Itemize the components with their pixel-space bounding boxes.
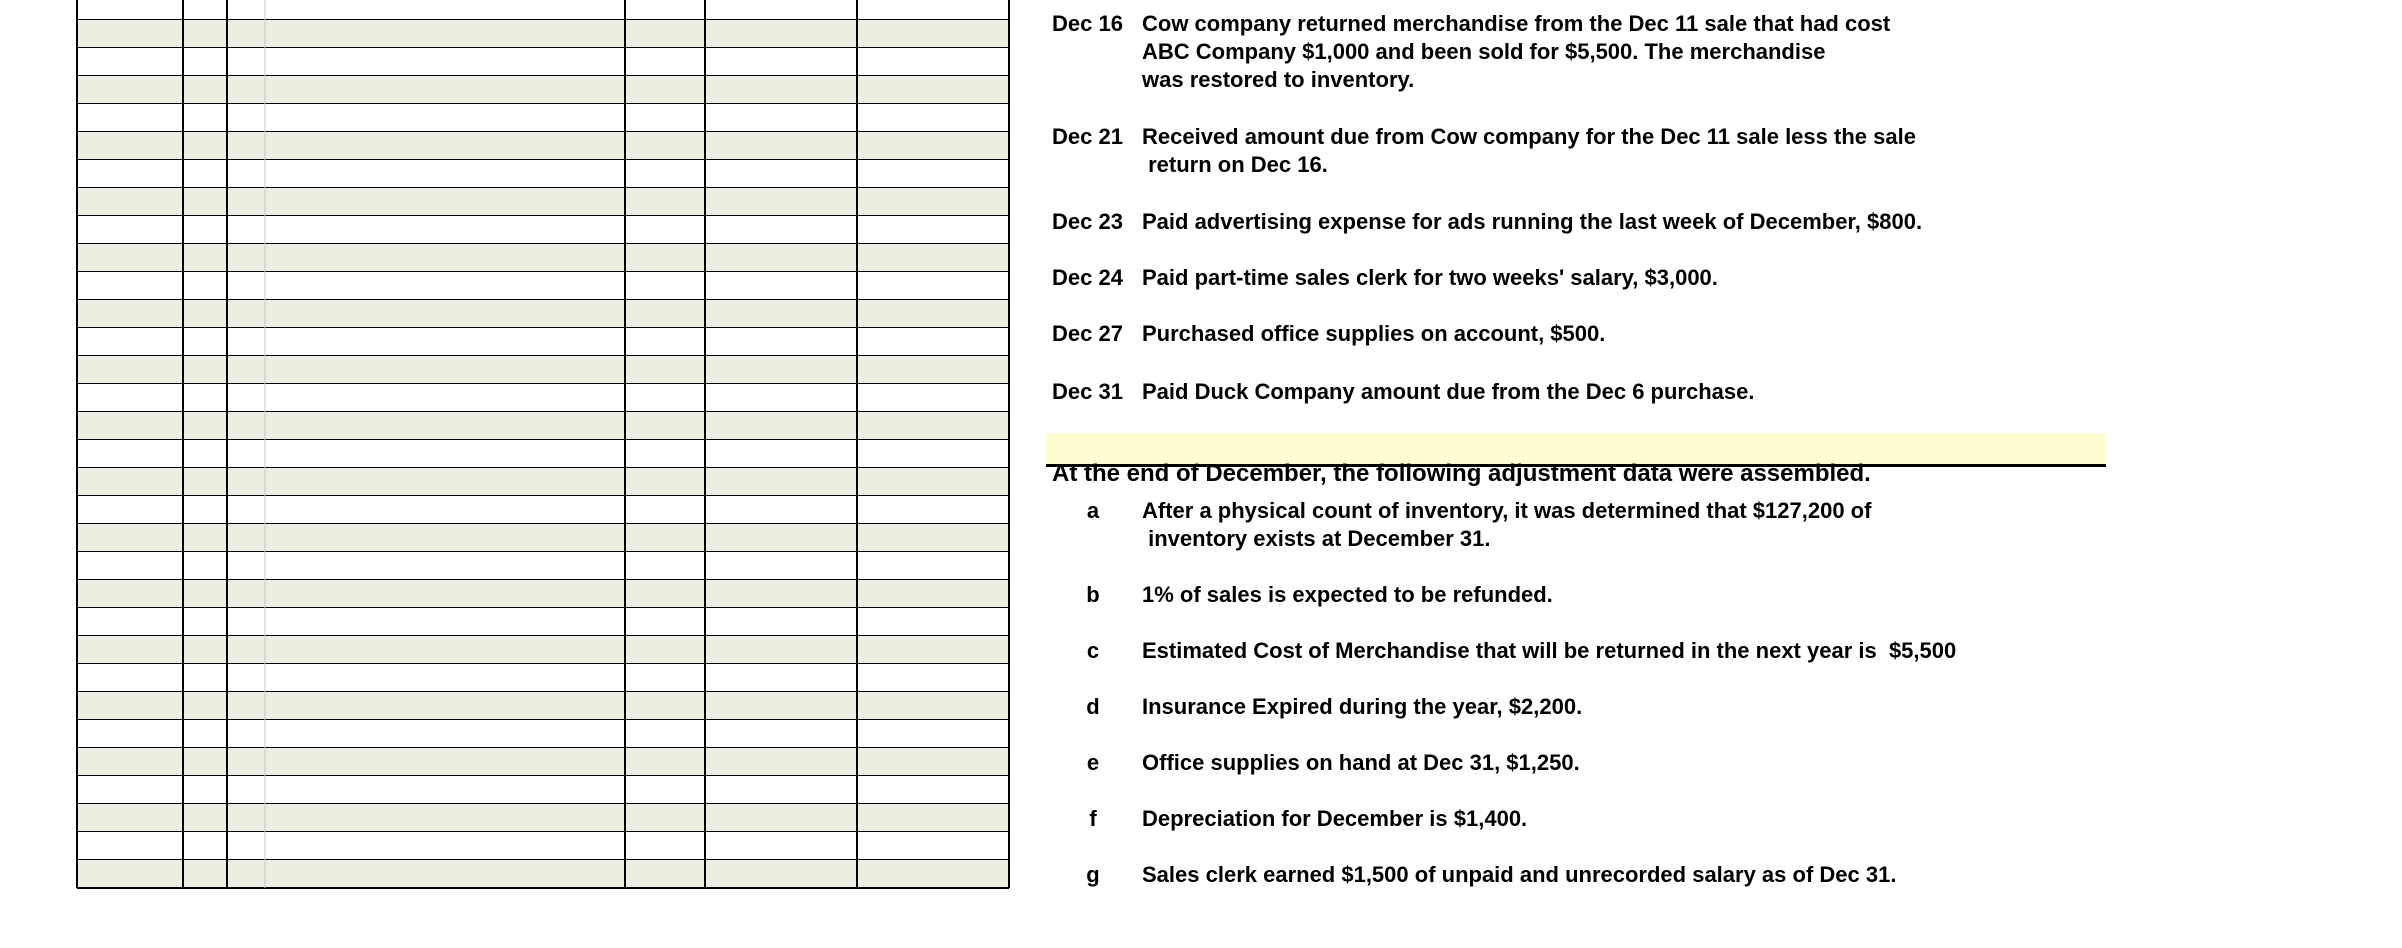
- ledger-cell: [77, 132, 183, 160]
- ledger-cell: [857, 552, 1009, 580]
- ledger-cell: [705, 608, 857, 636]
- ledger-cell: [625, 0, 705, 20]
- ledger-cell: [227, 608, 625, 636]
- ledger-cell: [183, 692, 227, 720]
- ledger-cell: [183, 76, 227, 104]
- ledger-cell: [705, 188, 857, 216]
- ledger-cell: [227, 300, 625, 328]
- ledger-cell: [705, 524, 857, 552]
- ledger-cell: [857, 216, 1009, 244]
- ledger-cell: [857, 104, 1009, 132]
- ledger-cell: [857, 524, 1009, 552]
- ledger-cell: [857, 132, 1009, 160]
- transaction-text-line: return on Dec 16.: [1142, 152, 1328, 177]
- ledger-cell: [705, 48, 857, 76]
- ledger-cell: [857, 328, 1009, 356]
- ledger-cell: [77, 412, 183, 440]
- ledger-cell: [183, 0, 227, 20]
- ledger-cell: [705, 720, 857, 748]
- adjustment-letter: c: [1086, 638, 1100, 663]
- ledger-cell: [77, 356, 183, 384]
- ledger-cell: [183, 804, 227, 832]
- ledger-cell: [77, 692, 183, 720]
- ledger-cell: [227, 692, 625, 720]
- ledger-cell: [625, 580, 705, 608]
- ledger-cell: [857, 580, 1009, 608]
- ledger-cell: [857, 20, 1009, 48]
- ledger-cell: [183, 160, 227, 188]
- ledger-cell: [77, 48, 183, 76]
- ledger-cell: [857, 160, 1009, 188]
- transaction-date: Dec 31: [1052, 379, 1123, 404]
- ledger-cell: [227, 468, 625, 496]
- ledger-cell: [227, 160, 625, 188]
- ledger-cell: [183, 440, 227, 468]
- ledger-cell: [183, 132, 227, 160]
- ledger-cell: [227, 188, 625, 216]
- ledger-cell: [183, 328, 227, 356]
- ledger-cell: [77, 832, 183, 860]
- ledger-cell: [227, 776, 625, 804]
- ledger-cell: [227, 804, 625, 832]
- ledger-cell: [705, 104, 857, 132]
- ledger-cell: [183, 580, 227, 608]
- ledger-cell: [183, 356, 227, 384]
- ledger-cell: [227, 748, 625, 776]
- ledger-cell: [227, 384, 625, 412]
- ledger-cell: [183, 272, 227, 300]
- ledger-cell: [625, 244, 705, 272]
- ledger-cell: [705, 412, 857, 440]
- ledger-cell: [857, 860, 1009, 888]
- ledger-cell: [227, 832, 625, 860]
- ledger-cell: [183, 860, 227, 888]
- ledger-cell: [625, 328, 705, 356]
- ledger-cell: [705, 832, 857, 860]
- ledger-cell: [857, 244, 1009, 272]
- ledger-cell: [77, 440, 183, 468]
- ledger-cell: [227, 132, 625, 160]
- ledger-cell: [705, 76, 857, 104]
- ledger-cell: [625, 552, 705, 580]
- ledger-cell: [183, 384, 227, 412]
- ledger-cell: [77, 384, 183, 412]
- ledger-cell: [857, 384, 1009, 412]
- ledger-cell: [77, 76, 183, 104]
- ledger-cell: [183, 496, 227, 524]
- ledger-cell: [705, 328, 857, 356]
- ledger-cell: [77, 804, 183, 832]
- ledger-cell: [183, 104, 227, 132]
- transaction-date: Dec 23: [1052, 209, 1123, 234]
- ledger-cell: [77, 524, 183, 552]
- ledger-cell: [625, 776, 705, 804]
- ledger-cell: [705, 272, 857, 300]
- ledger-cell: [705, 160, 857, 188]
- adjustment-letter: a: [1086, 498, 1100, 523]
- adjustment-text-line: 1% of sales is expected to be refunded.: [1142, 582, 1553, 607]
- ledger-cell: [77, 244, 183, 272]
- ledger-cell: [227, 104, 625, 132]
- adjustment-text-line: Depreciation for December is $1,400.: [1142, 806, 1528, 831]
- ledger-cell: [625, 300, 705, 328]
- ledger-cell: [857, 48, 1009, 76]
- ledger-cell: [625, 636, 705, 664]
- transaction-text-line: Paid part-time sales clerk for two weeks' salary, $3,000.: [1142, 265, 1718, 290]
- transaction-text-line: was restored to inventory.: [1142, 67, 1415, 92]
- ledger-cell: [857, 496, 1009, 524]
- ledger-cell: [183, 48, 227, 76]
- ledger-cell: [227, 48, 625, 76]
- ledger-cell: [625, 76, 705, 104]
- adjustment-text-line: Sales clerk earned $1,500 of unpaid and unrecorded salary as of Dec 31.: [1142, 862, 1897, 887]
- ledger-cell: [625, 804, 705, 832]
- ledger-cell: [857, 272, 1009, 300]
- ledger-cell: [77, 636, 183, 664]
- ledger-cell: [857, 440, 1009, 468]
- ledger-cell: [625, 188, 705, 216]
- ledger-cell: [857, 0, 1009, 20]
- ledger-cell: [857, 608, 1009, 636]
- ledger-cell: [227, 328, 625, 356]
- ledger-cell: [705, 20, 857, 48]
- ledger-cell: [705, 804, 857, 832]
- ledger-cell: [227, 440, 625, 468]
- ledger-cell: [227, 552, 625, 580]
- adjustments-header: At the end of December, the following adjustment data were assembled.: [1052, 460, 1871, 487]
- ledger-cell: [705, 440, 857, 468]
- ledger-cell: [77, 328, 183, 356]
- ledger-cell: [77, 300, 183, 328]
- ledger-cell: [857, 412, 1009, 440]
- ledger-cell: [857, 356, 1009, 384]
- ledger-cell: [625, 48, 705, 76]
- transaction-text-line: Cow company returned merchandise from the Dec 11 sale that had cost: [1142, 11, 1891, 36]
- adjustment-text-line: Estimated Cost of Merchandise that will be returned in the next year is $5,500: [1142, 638, 1957, 663]
- adjustment-text-line: Office supplies on hand at Dec 31, $1,250.: [1142, 750, 1580, 775]
- ledger-cell: [857, 188, 1009, 216]
- ledger-cell: [705, 356, 857, 384]
- ledger-cell: [77, 580, 183, 608]
- ledger-cell: [227, 720, 625, 748]
- ledger-cell: [625, 356, 705, 384]
- ledger-cell: [857, 76, 1009, 104]
- ledger-cell: [77, 216, 183, 244]
- ledger-cell: [705, 384, 857, 412]
- ledger-cell: [857, 468, 1009, 496]
- ledger-cell: [77, 552, 183, 580]
- ledger-cell: [183, 524, 227, 552]
- ledger-cell: [77, 496, 183, 524]
- ledger-cell: [625, 860, 705, 888]
- ledger-cell: [77, 20, 183, 48]
- transaction-text-line: Received amount due from Cow company for the Dec 11 sale less the sale: [1142, 124, 1916, 149]
- ledger-cell: [705, 636, 857, 664]
- ledger-cell: [183, 412, 227, 440]
- ledger-cell: [77, 0, 183, 20]
- ledger-cell: [77, 860, 183, 888]
- ledger-cell: [183, 748, 227, 776]
- ledger-cell: [625, 664, 705, 692]
- ledger-cell: [705, 496, 857, 524]
- ledger-cell: [857, 636, 1009, 664]
- ledger-cell: [227, 580, 625, 608]
- ledger-cell: [183, 468, 227, 496]
- adjustment-letter: g: [1086, 862, 1100, 887]
- ledger-cell: [625, 496, 705, 524]
- ledger-cell: [227, 496, 625, 524]
- ledger-cell: [705, 244, 857, 272]
- ledger-cell: [857, 692, 1009, 720]
- ledger-cell: [625, 608, 705, 636]
- adjustment-text-line: Insurance Expired during the year, $2,200.: [1142, 694, 1583, 719]
- ledger-cell: [77, 748, 183, 776]
- ledger-cell: [227, 860, 625, 888]
- adjustment-letter: b: [1086, 582, 1100, 607]
- ledger-cell: [183, 20, 227, 48]
- ledger-cell: [857, 804, 1009, 832]
- ledger-cell: [705, 580, 857, 608]
- ledger-cell: [857, 748, 1009, 776]
- ledger-cell: [705, 216, 857, 244]
- ledger-cell: [227, 20, 625, 48]
- ledger-cell: [183, 720, 227, 748]
- ledger-cell: [183, 216, 227, 244]
- ledger-cell: [183, 608, 227, 636]
- ledger-cell: [77, 664, 183, 692]
- ledger-cell: [183, 664, 227, 692]
- transaction-text-line: Paid Duck Company amount due from the Dec 6 purchase.: [1142, 379, 1755, 404]
- ledger-cell: [227, 524, 625, 552]
- ledger-cell: [227, 412, 625, 440]
- transaction-date: Dec 16: [1052, 11, 1123, 36]
- ledger-cell: [183, 188, 227, 216]
- adjustment-letter: f: [1089, 806, 1097, 831]
- transaction-text-line: Paid advertising expense for ads running the last week of December, $800.: [1142, 209, 1923, 234]
- ledger-cell: [857, 720, 1009, 748]
- ledger-cell: [857, 832, 1009, 860]
- ledger-cell: [227, 664, 625, 692]
- ledger-cell: [77, 608, 183, 636]
- ledger-cell: [183, 636, 227, 664]
- ledger-cell: [705, 300, 857, 328]
- ledger-cell: [625, 440, 705, 468]
- ledger-cell: [705, 748, 857, 776]
- transaction-date: Dec 24: [1052, 265, 1123, 290]
- ledger-cell: [625, 216, 705, 244]
- ledger-cell: [227, 216, 625, 244]
- ledger-cell: [705, 132, 857, 160]
- ledger-cell: [183, 776, 227, 804]
- ledger-cell: [183, 552, 227, 580]
- ledger-cell: [77, 188, 183, 216]
- ledger-cell: [227, 636, 625, 664]
- ledger-cell: [625, 20, 705, 48]
- ledger-cell: [857, 300, 1009, 328]
- ledger-cell: [705, 0, 857, 20]
- ledger-cell: [77, 720, 183, 748]
- ledger-cell: [77, 468, 183, 496]
- ledger-cell: [705, 860, 857, 888]
- ledger-cell: [227, 0, 625, 20]
- adjustment-letter: e: [1086, 750, 1100, 775]
- ledger-cell: [625, 832, 705, 860]
- ledger-cell: [625, 692, 705, 720]
- ledger-cell: [705, 776, 857, 804]
- ledger-cell: [183, 244, 227, 272]
- ledger-cell: [857, 776, 1009, 804]
- ledger-cell: [705, 664, 857, 692]
- journal-grid: [0, 0, 1020, 900]
- ledger-cell: [625, 720, 705, 748]
- ledger-cell: [77, 160, 183, 188]
- ledger-cell: [227, 76, 625, 104]
- ledger-cell: [705, 468, 857, 496]
- ledger-cell: [625, 104, 705, 132]
- ledger-cell: [625, 160, 705, 188]
- ledger-cell: [625, 384, 705, 412]
- ledger-cell: [227, 244, 625, 272]
- adjustment-letter: d: [1086, 694, 1100, 719]
- ledger-cell: [705, 552, 857, 580]
- ledger-cell: [625, 272, 705, 300]
- ledger-cell: [625, 748, 705, 776]
- ledger-cell: [625, 524, 705, 552]
- ledger-cell: [705, 692, 857, 720]
- transaction-text-line: Purchased office supplies on account, $500.: [1142, 321, 1606, 346]
- transaction-date: Dec 27: [1052, 321, 1123, 346]
- ledger-cell: [857, 664, 1009, 692]
- ledger-cell: [77, 272, 183, 300]
- ledger-cell: [625, 132, 705, 160]
- ledger-cell: [625, 468, 705, 496]
- adjustment-text-line: inventory exists at December 31.: [1142, 526, 1491, 551]
- ledger-cell: [77, 104, 183, 132]
- transaction-date: Dec 21: [1052, 124, 1123, 149]
- adjustment-text-line: After a physical count of inventory, it was determined that $127,200 of: [1142, 498, 1872, 523]
- ledger-cell: [227, 356, 625, 384]
- ledger-cell: [77, 776, 183, 804]
- ledger-cell: [625, 412, 705, 440]
- ledger-cell: [183, 300, 227, 328]
- ledger-cell: [227, 272, 625, 300]
- transaction-text-line: ABC Company $1,000 and been sold for $5,500. The merchandise: [1142, 39, 1826, 64]
- ledger-cell: [183, 832, 227, 860]
